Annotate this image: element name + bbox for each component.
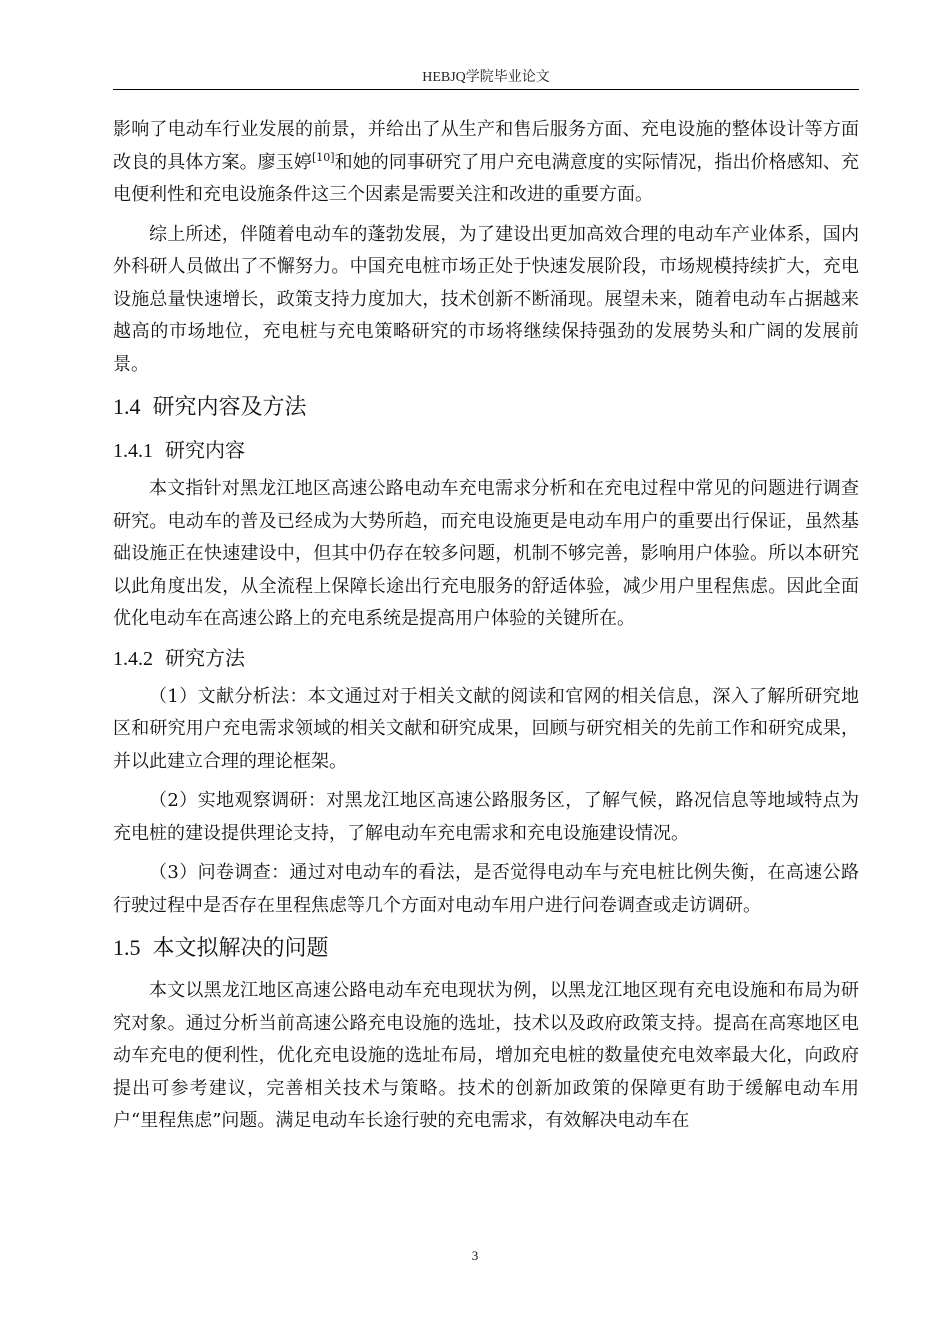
paragraph-text: 影响了电动车行业发展的前景，并给出了从生产和售后服务方面、充电设施的整体设计等方面改良的具体方案。廖玉婷 [113, 119, 859, 173]
method-item-literature: （1）文献分析法：本文通过对于相关文献的阅读和官网的相关信息，深入了解所研究地区和研究用户充电需求领域的相关文献和研究成果，回顾与研究相关的先前工作和研究成果，并以此建立合理的理论框架。 [113, 685, 859, 772]
page-body [113, 114, 859, 1138]
subsection-heading-1-4-2 [113, 642, 859, 675]
paragraph-continuation [113, 114, 859, 212]
header-rule [113, 89, 859, 90]
citation-marker: [10] [311, 150, 335, 164]
subsection-heading-1-4-1 [113, 434, 859, 467]
section-heading-1-4 [113, 389, 859, 426]
subsection-number: 1.4.1 [113, 440, 153, 462]
section-number: 1.4 [113, 394, 141, 419]
method-item-fieldwork: （2）实地观察调研：对黑龙江地区高速公路服务区，了解气候，路况信息等地域特点为充电桩的建设提供理论支持，了解电动车充电需求和充电设施建设情况。 [113, 790, 859, 844]
subsection-title: 研究方法 [165, 645, 245, 670]
paragraph-summary: 综上所述，伴随着电动车的蓬勃发展，为了建设出更加高效合理的电动车产业体系，国内外科研人员做出了不懈努力。中国充电桩市场正处于快速发展阶段，市场规模持续扩大，充电设施总量快速增长，政策支持力度加大，技术创新不断涌现。展望未来，随着电动车占据越来越高的市场地位，充电桩与充电策略研究的市场将继续保持强劲的发展势头和广阔的发展前景。 [113, 223, 859, 375]
section-title: 研究内容及方法 [152, 395, 307, 420]
section-heading-1-5 [113, 930, 859, 967]
section-number: 1.5 [113, 935, 141, 960]
paragraph-research-content: 本文指针对黑龙江地区高速公路电动车充电需求分析和在充电过程中常见的问题进行调查研究。电动车的普及已经成为大势所趋，而充电设施更是电动车用户的重要出行保证，虽然基础设施正在快速建设中，但其中仍存在较多问题，机制不够完善，影响用户体验。所以本研究以此角度出发，从全流程上保障长途出行充电服务的舒适体验，减少用户里程焦虑。因此全面优化电动车在高速公路上的充电系统是提高用户体验的关键所在。 [113, 478, 859, 629]
page-number: 3 [471, 1248, 479, 1263]
method-item-survey: （3）问卷调查：通过对电动车的看法，是否觉得电动车与充电桩比例失衡，在高速公路行驶过程中是否存在里程焦虑等几个方面对电动车用户进行问卷调查或走访调研。 [113, 862, 859, 916]
running-header: HEBJQ学院毕业论文 [422, 70, 550, 85]
subsection-number: 1.4.2 [113, 647, 153, 670]
paragraph-problem-statement: 本文以黑龙江地区高速公路电动车充电现状为例，以黑龙江地区现有充电设施和布局为研究对象。通过分析当前高速公路充电设施的选址，技术以及政府政策支持。提高在高寒地区电动车充电的便利性，优化充电设施的选址布局，增加充电桩的数量使充电效率最大化，向政府提出可参考建议，完善相关技术与策略。技术的创新加政策的保障更有助于缓解电动车用户“里程焦虑”问题。满足电动车长途行驶的充电需求，有效解决电动车在 [113, 980, 859, 1131]
subsection-title: 研究内容 [165, 438, 245, 462]
section-title: 本文拟解决的问题 [152, 936, 329, 961]
paragraph-text: 和她的同事研究了用户充电满意度的实际情况，指出价格感知、充电便利性和充电设施条件这三个因素是需要关注和改进的重要方面。 [113, 151, 859, 205]
